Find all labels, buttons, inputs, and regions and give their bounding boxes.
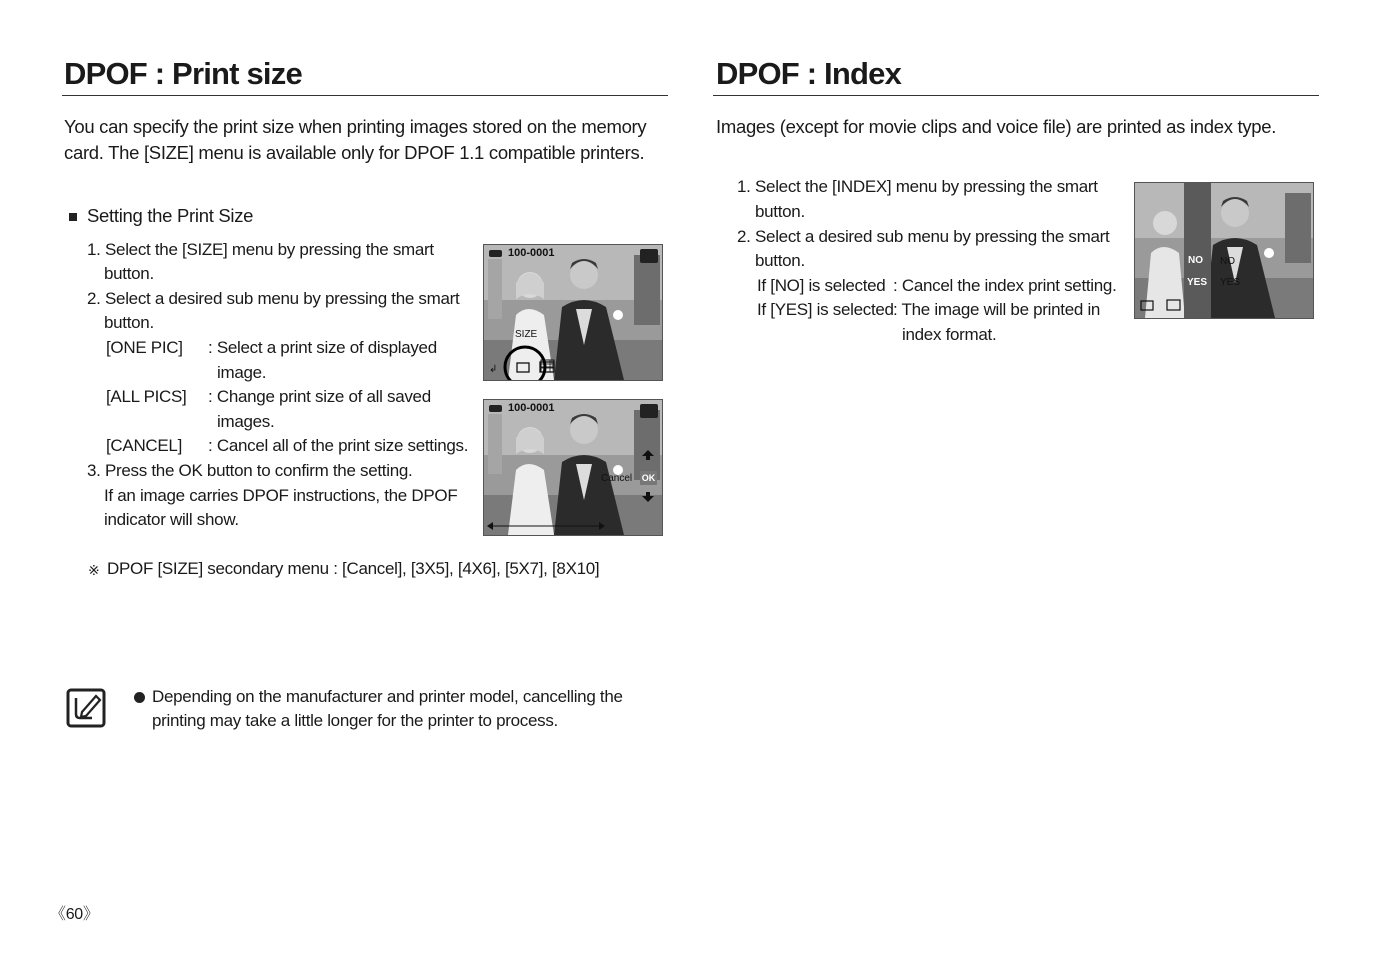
title-rule-right	[713, 95, 1319, 96]
step2-line2: button.	[104, 313, 154, 332]
couple-photo	[484, 400, 662, 535]
index-menu-yes: YES	[1187, 277, 1208, 288]
print-size-intro-line2: card. The [SIZE] menu is available only for DPOF 1.1 compatible printers.	[64, 142, 645, 163]
step3-line3: indicator will show.	[104, 510, 239, 529]
step1-line2: button.	[104, 264, 154, 283]
screen2-ok-label: OK	[641, 473, 656, 483]
step3-line2: If an image carries DPOF instructions, the DPOF	[104, 486, 458, 505]
index-menu-no: NO	[1188, 255, 1203, 266]
screen2-file-number: 100-0001	[508, 402, 555, 414]
option-all-pics-desc1: : Change print size of all saved	[208, 387, 431, 406]
index-step2-line2: button.	[755, 251, 805, 270]
option-cancel-label: [CANCEL]	[106, 436, 183, 455]
option-one-pic-desc1: : Select a print size of displayed	[208, 338, 437, 357]
print-size-title: DPOF : Print size	[64, 56, 302, 91]
index-step2-line1: 2. Select a desired sub menu by pressing the smart	[737, 227, 1110, 246]
camera-screen-size-menu	[483, 244, 663, 381]
option-one-pic-desc2: image.	[217, 363, 267, 382]
secondary-menu-note: DPOF [SIZE] secondary menu : [Cancel], [3X5], [4X6], [5X7], [8X10]	[107, 559, 600, 578]
title-rule-left	[62, 95, 668, 96]
index-value-yes: YES	[1220, 277, 1241, 288]
if-no-label: If [NO] is selected	[757, 276, 886, 295]
section-bullet-icon	[69, 213, 77, 221]
reference-mark-icon: ※	[88, 562, 100, 578]
option-one-pic-label: [ONE PIC]	[106, 338, 183, 357]
memo-note-icon	[66, 688, 106, 728]
couple-photo	[1135, 183, 1313, 318]
step1-line1: 1. Select the [SIZE] menu by pressing the smart	[87, 240, 434, 259]
option-all-pics-label: [ALL PICS]	[106, 387, 187, 406]
section-heading: Setting the Print Size	[87, 205, 254, 226]
index-menu-bar	[1184, 183, 1211, 318]
rotate-icon	[640, 404, 658, 418]
index-value-no: NO	[1220, 256, 1235, 267]
camera-screen-cancel-confirm	[483, 399, 663, 536]
index-step1-line1: 1. Select the [INDEX] menu by pressing the smart	[737, 177, 1098, 196]
step3-line1: 3. Press the OK button to confirm the setting.	[87, 461, 413, 480]
camera-screen-index-menu	[1134, 182, 1314, 319]
if-yes-desc1: : The image will be printed in	[893, 300, 1101, 319]
note-bullet-icon	[134, 692, 145, 703]
print-size-intro-line1: You can specify the print size when printing images stored on the memory	[64, 116, 647, 137]
if-yes-desc2: index format.	[902, 325, 997, 344]
couple-photo	[484, 245, 662, 380]
svg-text:↲: ↲	[489, 364, 498, 375]
screen1-file-number: 100-0001	[508, 247, 555, 259]
screen2-cancel-label: Cancel	[601, 473, 633, 484]
option-all-pics-desc2: images.	[217, 412, 275, 431]
rotate-icon	[640, 249, 658, 263]
if-no-desc: : Cancel the index print setting.	[893, 276, 1117, 295]
page-number: 《60》	[50, 906, 99, 923]
option-cancel-desc1: : Cancel all of the print size settings.	[208, 436, 469, 455]
screen1-menu-label: SIZE	[515, 329, 538, 340]
battery-icon	[489, 250, 502, 257]
index-intro: Images (except for movie clips and voice file) are printed as index type.	[716, 116, 1277, 137]
battery-icon	[489, 405, 502, 412]
if-yes-label: If [YES] is selected	[757, 300, 894, 319]
step2-line1: 2. Select a desired sub menu by pressing the smart	[87, 289, 460, 308]
index-step1-line2: button.	[755, 202, 805, 221]
note-line1: Depending on the manufacturer and printer model, cancelling the	[152, 687, 623, 706]
note-line2: printing may take a little longer for the printer to process.	[152, 711, 558, 730]
index-title: DPOF : Index	[716, 56, 902, 91]
